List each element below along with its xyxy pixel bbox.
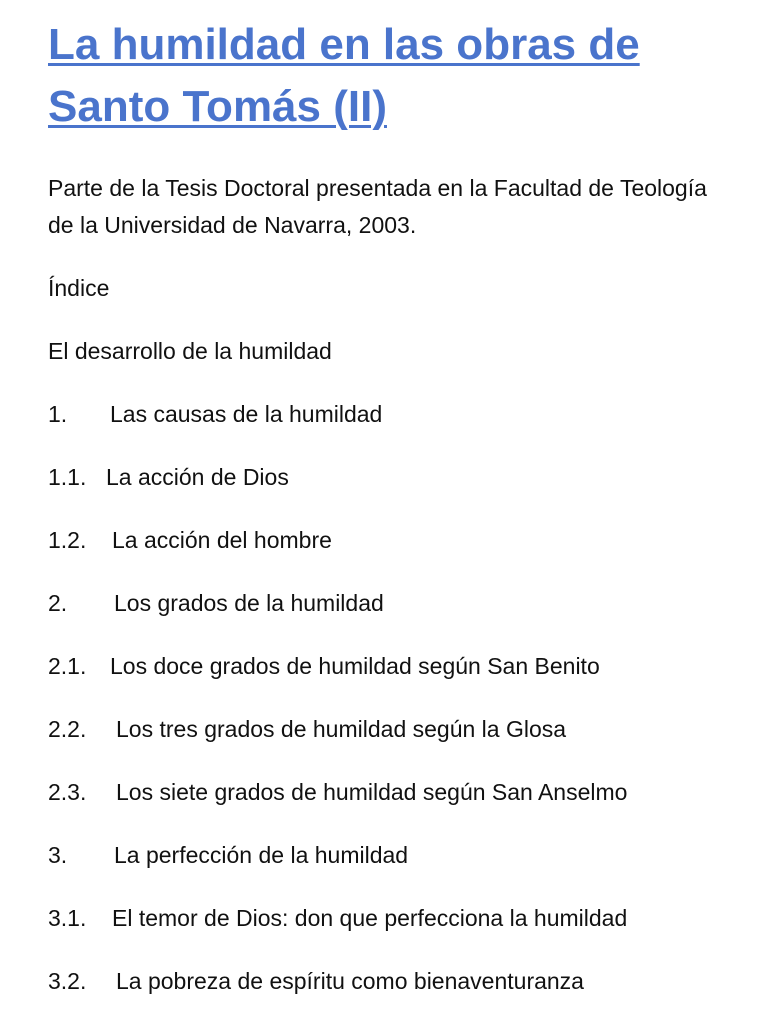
toc-text: La perfección de la humildad <box>114 842 409 868</box>
toc-number: 3. <box>48 842 68 868</box>
toc-text: Las causas de la humildad <box>110 401 383 427</box>
toc-text: La pobreza de espíritu como bienaventuranza <box>116 968 584 994</box>
toc-item-1-1 <box>48 459 738 496</box>
toc-item-3-2 <box>48 963 738 1000</box>
toc-number: 2.2. <box>48 716 87 742</box>
toc-item-1-2 <box>48 522 738 559</box>
toc-number: 2. <box>48 590 68 616</box>
table-of-contents <box>48 396 738 1000</box>
section-heading: El desarrollo de la humildad <box>48 338 332 364</box>
toc-text: El temor de Dios: don que perfecciona la humildad <box>112 905 628 931</box>
toc-text: La acción de Dios <box>106 464 289 490</box>
title-link[interactable]: La humildad en las obras de Santo Tomás (II) <box>48 20 640 131</box>
toc-item-3-1 <box>48 900 738 937</box>
article <box>48 0 738 1000</box>
toc-number: 3.2. <box>48 968 87 994</box>
toc-number: 2.3. <box>48 779 87 805</box>
toc-number: 1.1. <box>48 464 87 490</box>
toc-text: Los grados de la humildad <box>114 590 384 616</box>
toc-item-1 <box>48 396 738 433</box>
toc-item-2-1 <box>48 648 738 685</box>
toc-text: La acción del hombre <box>112 527 332 553</box>
toc-item-3 <box>48 837 738 874</box>
page-title <box>48 14 738 138</box>
toc-item-2-3 <box>48 774 738 811</box>
toc-number: 3.1. <box>48 905 87 931</box>
toc-text: Los doce grados de humildad según San Benito <box>110 653 600 679</box>
toc-item-2 <box>48 585 738 622</box>
toc-text: Los siete grados de humildad según San Anselmo <box>116 779 628 805</box>
toc-number: 1. <box>48 401 68 427</box>
toc-number: 1.2. <box>48 527 87 553</box>
toc-item-2-2 <box>48 711 738 748</box>
toc-number: 2.1. <box>48 653 87 679</box>
toc-text: Los tres grados de humildad según la Glosa <box>116 716 567 742</box>
intro-paragraph: Parte de la Tesis Doctoral presentada en la Facultad de Teología de la Universidad de Navarra, 2003. <box>48 175 707 238</box>
index-heading: Índice <box>48 275 110 301</box>
